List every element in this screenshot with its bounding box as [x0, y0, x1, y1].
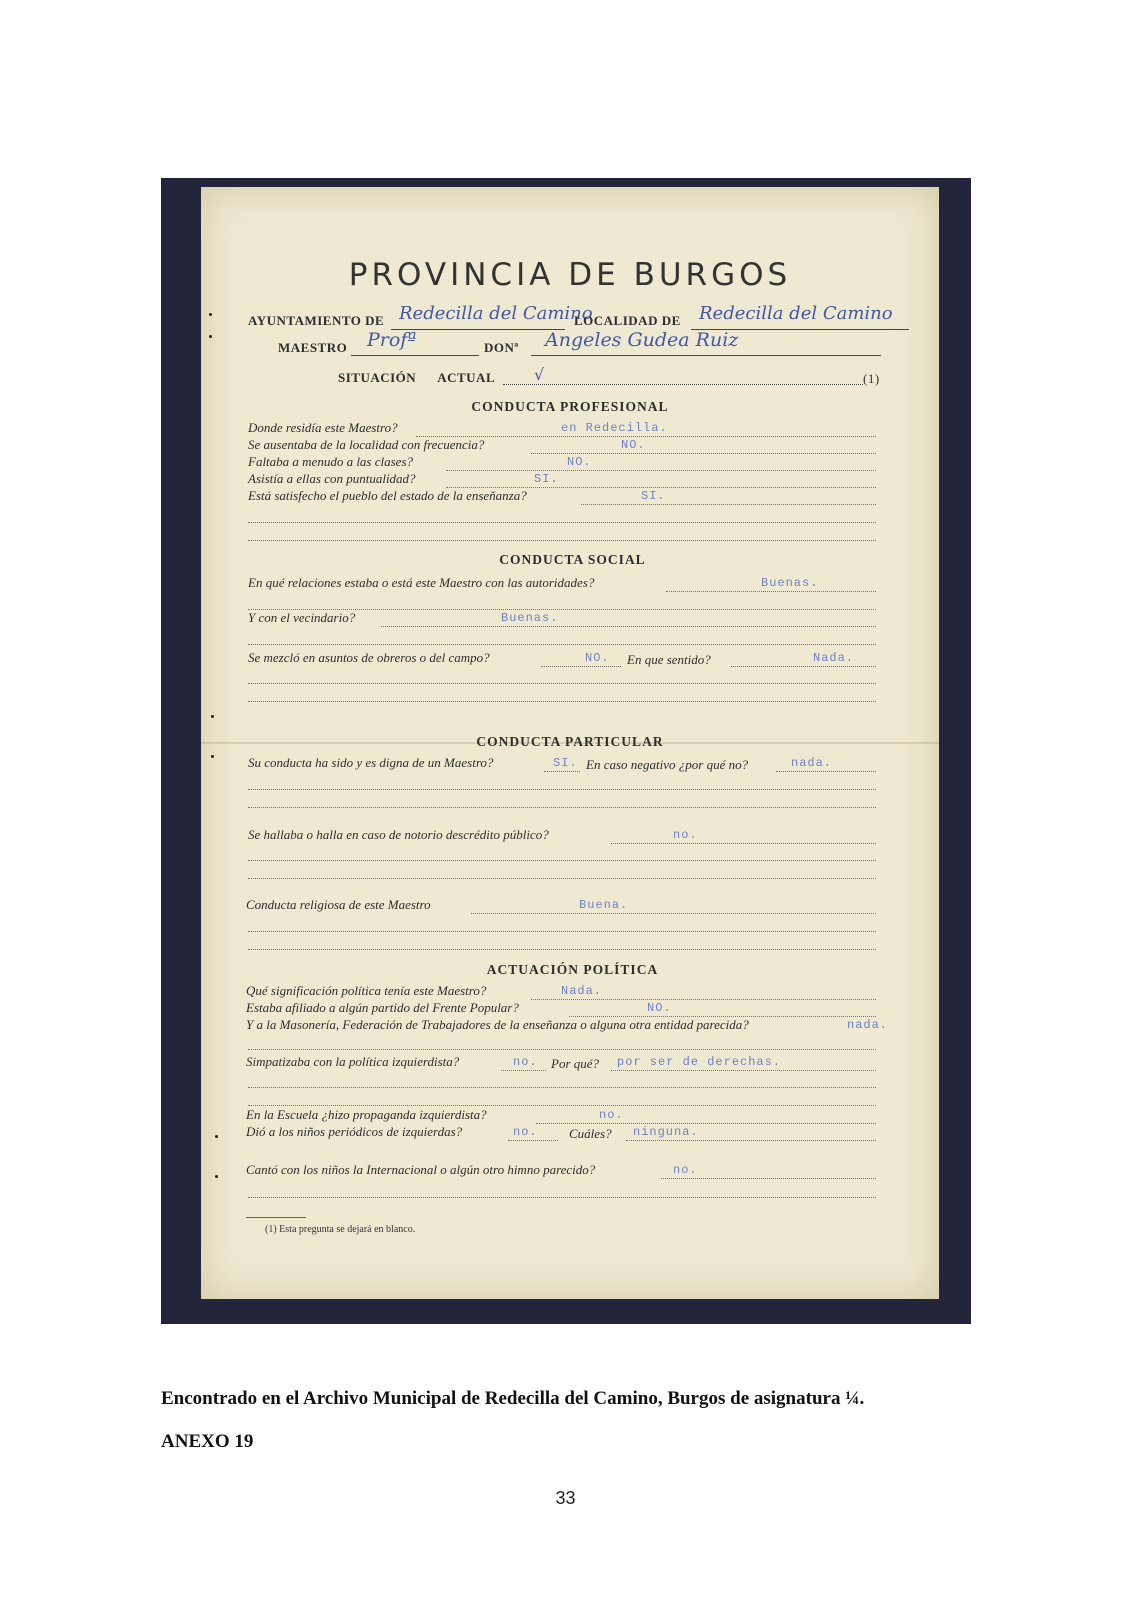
blank-line [248, 878, 876, 879]
blank-line [248, 1087, 876, 1088]
blank-line [248, 1049, 876, 1050]
maestro-line [351, 355, 479, 356]
answer-faltaba: NO. [567, 455, 592, 469]
form-document [201, 187, 939, 1299]
question-puntualidad: Asistía a ellas con puntualidad? [248, 471, 416, 486]
maestro-label: MAESTRO [278, 340, 348, 355]
answer-obreros: NO. [585, 651, 610, 665]
answer-internacional: no. [673, 1163, 698, 1177]
form-title: PROVINCIA DE BURGOS [348, 257, 792, 293]
question-simpatizaba: Simpatizaba con la política izquierdista? [246, 1054, 460, 1069]
localidad-value: Redecilla del Camino [699, 303, 893, 324]
question-descredito: Se hallaba o halla en caso de notorio descrédito público? [248, 827, 549, 842]
answer-descredito: no. [673, 828, 698, 842]
question-internacional: Cantó con los niños la Internacional o algún otro himno parecido? [246, 1162, 596, 1177]
answer-line [776, 771, 876, 772]
question-negativo: En caso negativo ¿por qué no? [586, 757, 749, 772]
ayuntamiento-value: Redecilla del Camino [399, 303, 593, 324]
answer-digna: SI. [553, 756, 578, 770]
answer-line [666, 591, 876, 592]
blank-line [248, 701, 876, 702]
answer-line [611, 1070, 876, 1071]
answer-significacion: Nada. [561, 984, 603, 998]
question-vecindario: Y con el vecindario? [248, 610, 356, 625]
answer-cuales: ninguna. [633, 1125, 699, 1139]
blank-line [248, 1105, 876, 1106]
answer-line [531, 999, 876, 1000]
answer-line [381, 626, 876, 627]
blank-line [248, 807, 876, 808]
section-particular: CONDUCTA PARTICULAR [476, 734, 664, 749]
answer-ausentaba: NO. [621, 438, 646, 452]
answer-residia: en Redecilla. [561, 421, 668, 435]
answer-line [581, 504, 876, 505]
blank-line [248, 860, 876, 861]
question-periodicos: Dió a los niños periódicos de izquierdas? [246, 1124, 463, 1139]
answer-line [471, 913, 876, 914]
punch-mark [209, 335, 212, 338]
don-value: Angeles Gudea Ruiz [545, 329, 739, 351]
section-profesional: CONDUCTA PROFESIONAL [471, 399, 669, 414]
question-autoridades: En qué relaciones estaba o está este Maestro con las autoridades? [248, 575, 595, 590]
answer-line [661, 1178, 876, 1179]
answer-propaganda: no. [599, 1108, 624, 1122]
blank-line [248, 683, 876, 684]
question-masoneria: Y a la Masonería, Federación de Trabajadores de la enseñanza o alguna otra entidad parecida? [246, 1017, 749, 1032]
question-digna: Su conducta ha sido y es digna de un Maestro? [248, 755, 494, 770]
punch-mark [215, 1135, 218, 1138]
situacion-note: (1) [863, 371, 880, 386]
archive-photo [161, 178, 971, 1324]
answer-line [501, 1070, 546, 1071]
maestro-value: Profª [367, 329, 417, 351]
answer-line [446, 470, 876, 471]
question-residia: Donde residía este Maestro? [248, 420, 398, 435]
blank-line [248, 931, 876, 932]
question-significacion: Qué significación política tenía este Maestro? [246, 983, 487, 998]
don-label: DONª [484, 340, 519, 355]
answer-simpatizaba: no. [513, 1055, 538, 1069]
punch-mark [209, 313, 212, 316]
question-ausentaba: Se ausentaba de la localidad con frecuencia? [248, 437, 485, 452]
ayuntamiento-line [391, 329, 565, 330]
answer-religiosa: Buena. [579, 898, 629, 912]
punch-mark [211, 715, 214, 718]
question-religiosa: Conducta religiosa de este Maestro [246, 897, 431, 912]
blank-line [248, 789, 876, 790]
caption: Encontrado en el Archivo Municipal de Redecilla del Camino, Burgos de asignatura ¼. [161, 1388, 865, 1409]
punch-mark [211, 755, 214, 758]
section-politica: ACTUACIÓN POLÍTICA [486, 962, 659, 977]
answer-satisfecho: SI. [641, 489, 666, 503]
answer-line [531, 453, 876, 454]
blank-line [248, 540, 876, 541]
question-cuales: Cuáles? [569, 1126, 612, 1141]
answer-line [541, 666, 621, 667]
blank-line [248, 644, 876, 645]
answer-line [611, 843, 876, 844]
answer-line [544, 771, 580, 772]
answer-frente-popular: NO. [647, 1001, 672, 1015]
footnote: (1) Esta pregunta se dejará en blanco. [265, 1224, 416, 1235]
footnote-rule [246, 1217, 306, 1218]
answer-masoneria: nada. [847, 1018, 889, 1032]
answer-autoridades: Buenas. [761, 576, 819, 590]
answer-sentido: Nada. [813, 651, 855, 665]
blank-line [248, 949, 876, 950]
annex-label: ANEXO 19 [161, 1431, 254, 1452]
punch-mark [215, 1175, 218, 1178]
situacion-mark: √ [534, 365, 545, 384]
blank-line [248, 1197, 876, 1198]
answer-puntualidad: SI. [534, 472, 559, 486]
section-social: CONDUCTA SOCIAL [499, 552, 646, 567]
answer-line [508, 1140, 558, 1141]
localidad-label: LOCALIDAD DE [574, 313, 681, 328]
answer-negativo: nada. [791, 756, 833, 770]
situacion-line [503, 384, 863, 385]
don-line [531, 355, 881, 356]
page-number: 33 [555, 1488, 576, 1508]
question-obreros: Se mezcló en asuntos de obreros o del campo? [248, 650, 490, 665]
question-faltaba: Faltaba a menudo a las clases? [248, 454, 414, 469]
answer-line [626, 1140, 876, 1141]
question-sentido: En que sentido? [627, 652, 711, 667]
answer-por-que: por ser de derechas. [617, 1055, 782, 1069]
question-propaganda: En la Escuela ¿hizo propaganda izquierdista? [246, 1107, 487, 1122]
ayuntamiento-label: AYUNTAMIENTO DE [248, 313, 385, 328]
question-frente-popular: Estaba afiliado a algún partido del Frente Popular? [246, 1000, 519, 1015]
answer-vecindario: Buenas. [501, 611, 559, 625]
situacion-label: SITUACIÓN ACTUAL [338, 370, 496, 385]
answer-line [416, 436, 876, 437]
answer-line [731, 666, 876, 667]
answer-line [536, 1123, 876, 1124]
blank-line [248, 522, 876, 523]
question-satisfecho: Está satisfecho el pueblo del estado de la enseñanza? [248, 488, 527, 503]
question-por-que: Por qué? [551, 1056, 600, 1071]
answer-periodicos: no. [513, 1125, 538, 1139]
